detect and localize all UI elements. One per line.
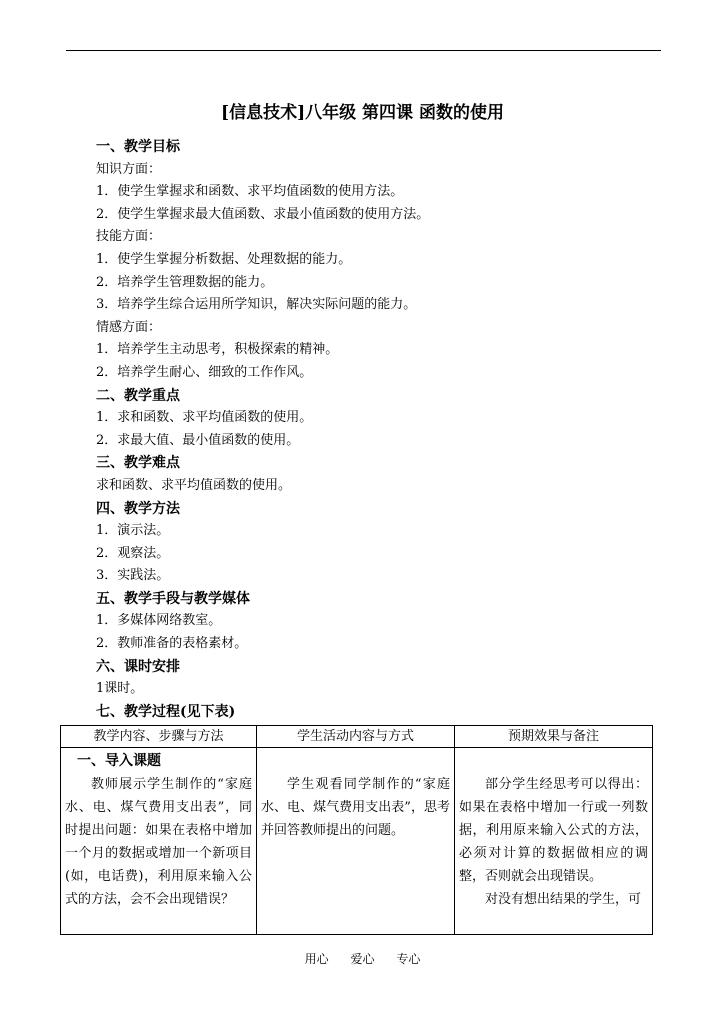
expected-effect-cell [455,748,653,935]
outline-item: 1．使学生掌握分析数据、处理数据的能力。 [96,251,352,267]
page-title: [信息技术]八年级 第四课 函数的使用 [221,103,504,123]
cell-text: 教师展示学生制作的“家庭水、电、煤气费用支出表”，同时提出问题：如果在表格中增加一个月的数据或增加一个新项目(如，电话费)，利用原来输入公式的方法，会不会出现错误？ [65,777,252,907]
footer-word: 专心 [396,952,421,966]
section-heading: 七、教学过程(见下表) [96,703,236,720]
footer-word: 爱心 [350,952,375,966]
section-heading: 一、教学目标 [96,139,180,155]
outline-item: 1．求和函数、求平均值函数的使用。 [96,410,313,426]
outline-item: 2．观察法。 [96,545,170,561]
outline-item: 1．使学生掌握求和函数、求平均值函数的使用方法。 [96,184,404,200]
outline-item: 知识方面： [96,161,162,177]
outline-item: 1．演示法。 [96,523,170,539]
outline-item: 3．实践法。 [96,568,170,584]
section-heading: 三、教学难点 [96,455,180,472]
outline-item: 2．教师准备的表格素材。 [96,636,248,652]
column-header: 学生活动内容与方式 [257,726,455,748]
teaching-content-cell [61,748,257,935]
teaching-process-table [60,725,653,935]
outline-item: 2．求最大值、最小值函数的使用。 [96,432,300,448]
section-heading: 六、课时安排 [96,658,180,675]
column-header: 教学内容、步骤与方法 [61,726,257,748]
outline-item: 求和函数、求平均值函数的使用。 [96,477,292,493]
cell-heading: 一、导入课题 [77,753,161,769]
outline-item: 2．培养学生耐心、细致的工作作风。 [96,364,313,380]
footer-word: 用心 [304,952,329,966]
outline-item: 技能方面： [96,229,162,245]
student-activity-cell [257,748,455,935]
outline-item: 2．培养学生管理数据的能力。 [96,274,274,290]
header-rule [66,50,661,51]
outline-item: 3．培养学生综合运用所学知识，解决实际问题的能力。 [96,297,417,313]
cell-text: 对没有想出结果的学生，可 [485,892,642,907]
outline-item: 1．培养学生主动思考，积极探索的精神。 [96,342,339,358]
cell-text: 学生观看同学制作的“家庭水、电、煤气费用支出表”，思考并回答教师提出的问题。 [261,777,450,838]
outline-item: 1课时。 [96,681,144,697]
outline-item: 1．多媒体网络教室。 [96,613,222,629]
cell-text: 部分学生经思考可以得出：如果在表格中增加一行或一列数据，利用原来输入公式的方法，必须对计算的数据做相应的调整，否则就会出现错误。 [459,777,648,884]
table-row [61,748,653,935]
section-heading: 五、教学手段与教学媒体 [96,590,250,607]
section-heading: 四、教学方法 [96,500,180,517]
column-header: 预期效果与备注 [455,726,653,748]
section-heading: 二、教学重点 [96,387,180,404]
lesson-outline [96,136,666,723]
outline-item: 2．使学生掌握求最大值函数、求最小值函数的使用方法。 [96,206,430,222]
table-header-row [61,726,653,748]
page-footer [0,950,725,967]
outline-item: 情感方面： [96,319,162,335]
